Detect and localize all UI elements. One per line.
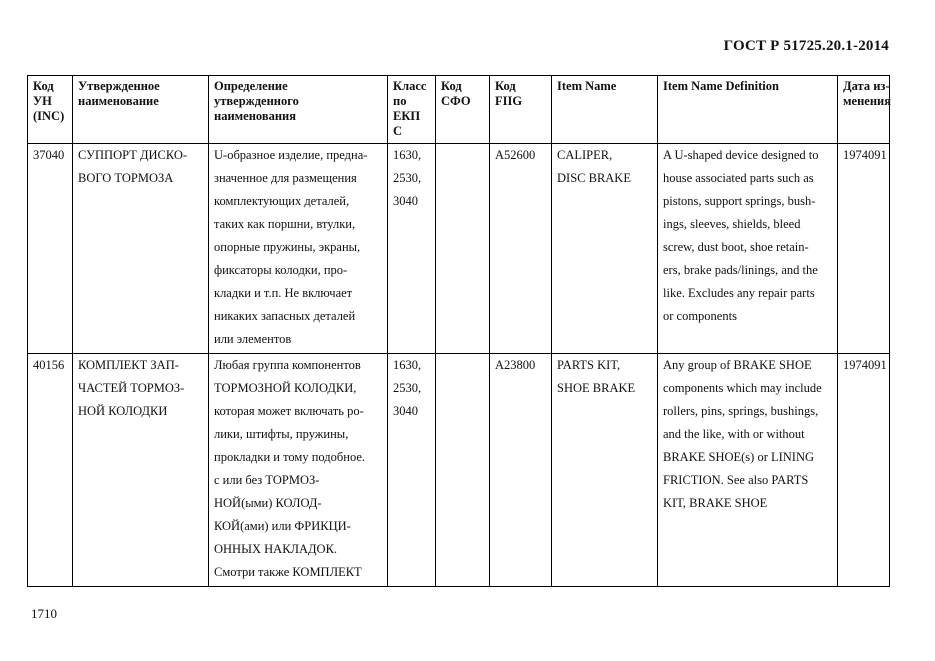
cell-fiig-code: A23800 — [490, 354, 552, 587]
header-item-name — [552, 76, 658, 144]
text-line: ЧАСТЕЙ ТОРМОЗ- — [78, 381, 185, 395]
header-item-definition — [658, 76, 838, 144]
text-line: (INC) — [33, 109, 65, 123]
text-line: Код — [495, 79, 516, 93]
document-standard-code: ГОСТ Р 51725.20.1-2014 — [723, 38, 889, 54]
text-line: BRAKE SHOE(s) or LINING — [663, 450, 815, 464]
header-change-date — [838, 76, 890, 144]
text-line: Определение — [214, 79, 288, 93]
text-line: house associated parts such as — [663, 171, 814, 185]
text-line: ers, brake pads/linings, and the — [663, 263, 818, 277]
text-line: наименование — [78, 94, 159, 108]
text-line: Любая группа компонентов — [214, 358, 361, 372]
header-sfo-code — [436, 76, 490, 144]
text-line: Класс — [393, 79, 427, 93]
text-line: components which may include — [663, 381, 822, 395]
catalog-table — [27, 75, 890, 587]
cell-approved-name — [73, 144, 209, 354]
text-line: rollers, pins, springs, bushings, — [663, 404, 819, 418]
text-line: ТОРМОЗНОЙ КОЛОДКИ, — [214, 381, 357, 395]
text-line: like. Excludes any repair parts — [663, 286, 815, 300]
text-line: pistons, support springs, bush- — [663, 194, 816, 208]
cell-class — [388, 144, 436, 354]
text-line: Код — [33, 79, 54, 93]
text-line: прокладки и тому подобное. — [214, 450, 366, 464]
text-line: лики, штифты, пружины, — [214, 427, 349, 441]
text-line: УН — [33, 94, 52, 108]
text-line: FRICTION. See also PARTS — [663, 473, 809, 487]
page-number: 1710 — [31, 606, 57, 621]
text-line: FIIG — [495, 94, 523, 108]
text-line: 2530, — [393, 381, 422, 395]
cell-item-definition — [658, 144, 838, 354]
text-line: ОННЫХ НАКЛАДОК. — [214, 542, 338, 556]
text-line: НОЙ КОЛОДКИ — [78, 404, 168, 418]
cell-change-date: 1974091 — [838, 144, 890, 354]
text-line: Код — [441, 79, 462, 93]
text-line: фиксаторы колодки, про- — [214, 263, 348, 277]
text-line: таких как поршни, втулки, — [214, 217, 356, 231]
cell-item-name — [552, 144, 658, 354]
table-row — [28, 354, 890, 587]
text-line: по — [393, 94, 407, 108]
cell-class — [388, 354, 436, 587]
text-line: and the like, with or without — [663, 427, 805, 441]
text-line: никаких запасных деталей — [214, 309, 356, 323]
text-line: НОЙ(ыми) КОЛОД- — [214, 496, 322, 510]
text-line: PARTS KIT, — [557, 358, 621, 372]
text-line: или элементов — [214, 332, 292, 346]
text-line: 3040 — [393, 194, 418, 208]
text-line: кладки и т.п. Не включает — [214, 286, 353, 300]
cell-sfo-code — [436, 144, 490, 354]
text-line: ВОГО ТОРМОЗА — [78, 171, 174, 185]
text-line: U-образное изделие, предна- — [214, 148, 368, 162]
text-line: утвержденного — [214, 94, 299, 108]
text-line: наименования — [214, 109, 297, 123]
text-line: screw, dust boot, shoe retain- — [663, 240, 809, 254]
cell-fiig-code: A52600 — [490, 144, 552, 354]
cell-definition — [209, 354, 388, 587]
text-line: 1630, — [393, 358, 422, 372]
text-line: значенное для размещения — [214, 171, 357, 185]
text-line: Item Name — [557, 79, 617, 93]
cell-change-date: 1974091 — [838, 354, 890, 587]
cell-sfo-code — [436, 354, 490, 587]
table-header-row — [28, 76, 890, 144]
header-class — [388, 76, 436, 144]
text-line: DISC BRAKE — [557, 171, 631, 185]
text-line: A U-shaped device designed to — [663, 148, 819, 162]
text-line: С — [393, 124, 403, 138]
text-line: менения — [843, 94, 891, 108]
text-line: КОЙ(ами) или ФРИКЦИ- — [214, 519, 351, 533]
text-line: SHOE BRAKE — [557, 381, 636, 395]
text-line: Смотри также КОМПЛЕКТ — [214, 565, 362, 579]
cell-approved-name — [73, 354, 209, 587]
text-line: с или без ТОРМОЗ- — [214, 473, 320, 487]
text-line: СУППОРТ ДИСКО- — [78, 148, 188, 162]
text-line: Item Name Definition — [663, 79, 779, 93]
cell-code: 40156 — [28, 354, 73, 587]
text-line: KIT, BRAKE SHOE — [663, 496, 768, 510]
cell-item-name — [552, 354, 658, 587]
table-row — [28, 144, 890, 354]
header-approved-name — [73, 76, 209, 144]
text-line: ings, sleeves, shields, bleed — [663, 217, 801, 231]
header-definition — [209, 76, 388, 144]
text-line: Any group of BRAKE SHOE — [663, 358, 812, 372]
text-line: которая может включать ро- — [214, 404, 364, 418]
header-fiig-code — [490, 76, 552, 144]
header-code — [28, 76, 73, 144]
cell-item-definition — [658, 354, 838, 587]
text-line: опорные пружины, экраны, — [214, 240, 361, 254]
cell-definition — [209, 144, 388, 354]
text-line: Дата из- — [843, 79, 890, 93]
text-line: 3040 — [393, 404, 418, 418]
text-line: комплектующих деталей, — [214, 194, 350, 208]
text-line: СФО — [441, 94, 471, 108]
text-line: or components — [663, 309, 737, 323]
text-line: КОМПЛЕКТ ЗАП- — [78, 358, 179, 372]
text-line: CALIPER, — [557, 148, 613, 162]
text-line: Утвержденное — [78, 79, 160, 93]
text-line: 2530, — [393, 171, 422, 185]
text-line: ЕКП — [393, 109, 421, 123]
text-line: 1630, — [393, 148, 422, 162]
cell-code: 37040 — [28, 144, 73, 354]
